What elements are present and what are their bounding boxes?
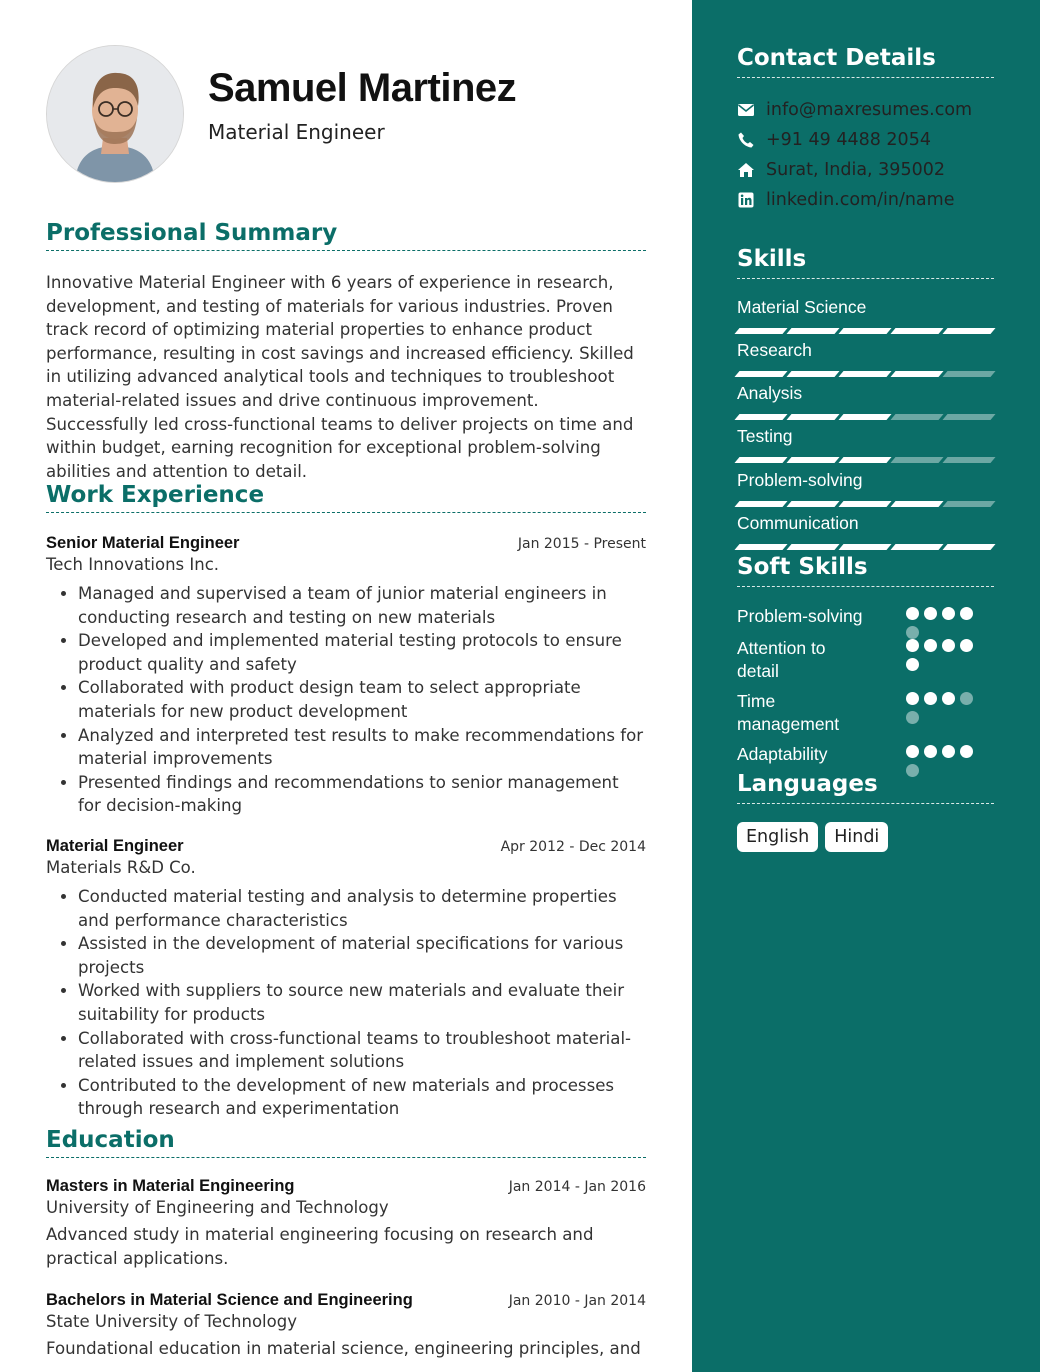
skill-level-segment [838,371,891,377]
soft-skill-item [737,637,993,683]
contact-linkedin-text: linkedin.com/in/name [766,190,955,210]
contact-address-text: Surat, India, 395002 [766,160,945,180]
job-bullets [46,885,646,1121]
skill-level-bar [737,371,993,377]
summary-text: Innovative Material Engineer with 6 years of experience in research, development, and testing of materials for various industries. Proven track record of optimizing material properties to enhance product performance, resulting in cost savings and increased efficiency. Skilled in utilizing advanced analytical tools and techniques to troubleshoot material-related issues and drive continuous improvement. Successfully led cross-functional teams to deliver projects on time and within budget, earning recognition for exceptional problem-solving abilities and attention to detail. [46,273,634,481]
skill-level-segment [838,501,891,507]
skill-level-segment [890,328,943,334]
job-role: Senior Material Engineer [46,534,240,552]
list-item: • Developed and implemented material testing protocols to ensure product quality and safety [78,629,646,676]
degree: Masters in Material Engineering [46,1177,295,1195]
language-tag: English [737,822,818,852]
soft-skill-item [737,690,993,736]
rating-dot [942,692,955,705]
rating-dot [960,607,973,620]
soft-skill-name: Attention to detail [737,638,826,681]
skill-item [737,340,993,377]
soft-skill-item [737,743,993,766]
skill-level-segment [890,544,943,550]
skill-level-segment [786,328,839,334]
rating-dot [960,639,973,652]
linkedin-icon [737,191,755,209]
contact-heading: Contact Details [737,45,994,78]
soft-skill-rating [906,639,980,671]
list-item: • Collaborated with product design team to select appropriate materials for new product development [78,676,646,723]
languages-heading: Languages [737,771,994,804]
skill-level-segment [890,501,943,507]
candidate-name: Samuel Martinez [208,66,517,110]
skill-level-segment [734,414,787,420]
job-company: Materials R&D Co. [46,858,196,877]
envelope-icon [737,101,755,119]
skill-level-segment [838,457,891,463]
skill-level-segment [838,414,891,420]
candidate-title: Material Engineer [208,120,385,144]
rating-dot [906,639,919,652]
contact-phone-text: +91 49 4488 2054 [766,130,931,150]
avatar [46,45,184,183]
skill-name: Material Science [737,297,867,317]
summary-heading: Professional Summary [46,220,646,251]
job-entry [46,534,646,818]
education-description: Foundational education in material science, engineering principles, and [46,1339,641,1358]
list-item: • Collaborated with cross-functional teams to troubleshoot material-related issues and implement solutions [78,1027,646,1074]
soft-skill-name: Adaptability [737,744,828,764]
soft-skill-name: Problem-solving [737,606,863,626]
rating-dot [906,745,919,758]
skill-level-bar [737,414,993,420]
rating-dot [906,692,919,705]
job-role: Material Engineer [46,837,184,855]
skill-level-segment [786,457,839,463]
skill-level-segment [890,414,943,420]
degree: Bachelors in Material Science and Engineering [46,1291,413,1309]
skill-item [737,470,993,507]
school: University of Engineering and Technology [46,1198,389,1217]
list-item: • Presented findings and recommendations to senior management for decision-making [78,771,646,818]
skill-level-segment [838,328,891,334]
job-company: Tech Innovations Inc. [46,555,220,574]
skill-level-segment [838,544,891,550]
skill-level-segment [734,544,787,550]
skill-level-bar [737,457,993,463]
rating-dot [942,607,955,620]
soft-skill-rating [906,607,980,639]
skill-name: Communication [737,513,859,533]
job-dates: Jan 2015 - Present [517,536,646,552]
skill-item [737,513,993,550]
experience-heading: Work Experience [46,482,646,513]
skill-level-bar [737,544,993,550]
skill-name: Research [737,340,812,360]
skill-level-segment [786,371,839,377]
rating-dot [942,745,955,758]
education-heading: Education [46,1127,646,1158]
rating-dot [924,639,937,652]
list-item: • Contributed to the development of new materials and processes through research and experimentation [78,1074,646,1121]
soft-skills-heading: Soft Skills [737,554,994,587]
skill-level-segment [942,371,995,377]
list-item: • Analyzed and interpreted test results to make recommendations for material improvements [78,724,646,771]
contact-address [737,160,945,180]
rating-dot [906,658,919,671]
skill-level-bar [737,328,993,334]
skill-level-segment [890,371,943,377]
rating-dot [906,711,919,724]
home-icon [737,161,755,179]
phone-icon [737,131,755,149]
rating-dot [942,639,955,652]
contact-email[interactable] [737,100,972,120]
list-item: • Conducted material testing and analysis to determine properties and performance characteristics [78,885,646,932]
skills-heading: Skills [737,246,994,279]
languages-list [737,822,888,852]
skill-level-segment [734,328,787,334]
skill-item [737,297,993,334]
job-entry [46,837,646,1121]
education-dates: Jan 2010 - Jan 2014 [508,1293,646,1309]
contact-linkedin[interactable] [737,190,954,210]
list-item: • Assisted in the development of material specifications for various projects [78,932,646,979]
soft-skill-item [737,605,993,628]
language-tag: Hindi [825,822,888,852]
skill-level-segment [734,501,787,507]
skill-level-segment [942,414,995,420]
skill-level-segment [734,457,787,463]
list-item: • Managed and supervised a team of junior material engineers in conducting research and testing on new materials [78,582,646,629]
skill-item [737,383,993,420]
education-entry [46,1291,646,1361]
rating-dot [924,692,937,705]
school: State University of Technology [46,1312,297,1331]
education-description: Advanced study in material engineering focusing on research and practical applications. [46,1225,594,1268]
soft-skill-rating [906,692,980,724]
soft-skill-name: Time management [737,691,840,734]
list-item: • Worked with suppliers to source new materials and evaluate their suitability for products [78,979,646,1026]
contact-phone[interactable] [737,130,931,150]
skill-level-segment [786,414,839,420]
skill-level-segment [786,544,839,550]
skill-level-segment [734,371,787,377]
rating-dot [960,745,973,758]
skill-level-segment [942,544,995,550]
skill-item [737,426,993,463]
skill-name: Problem-solving [737,470,863,490]
skill-level-segment [942,328,995,334]
skill-level-segment [890,457,943,463]
rating-dot [924,607,937,620]
contact-email-text: info@maxresumes.com [766,100,973,120]
skill-level-segment [786,501,839,507]
job-dates: Apr 2012 - Dec 2014 [500,839,646,855]
skill-name: Analysis [737,383,803,403]
skill-name: Testing [737,426,793,446]
rating-dot [960,692,973,705]
education-dates: Jan 2014 - Jan 2016 [508,1179,646,1195]
rating-dot [906,607,919,620]
skill-level-segment [942,501,995,507]
skill-level-bar [737,501,993,507]
skill-level-segment [942,457,995,463]
education-entry [46,1177,646,1270]
rating-dot [924,745,937,758]
job-bullets [46,582,646,818]
